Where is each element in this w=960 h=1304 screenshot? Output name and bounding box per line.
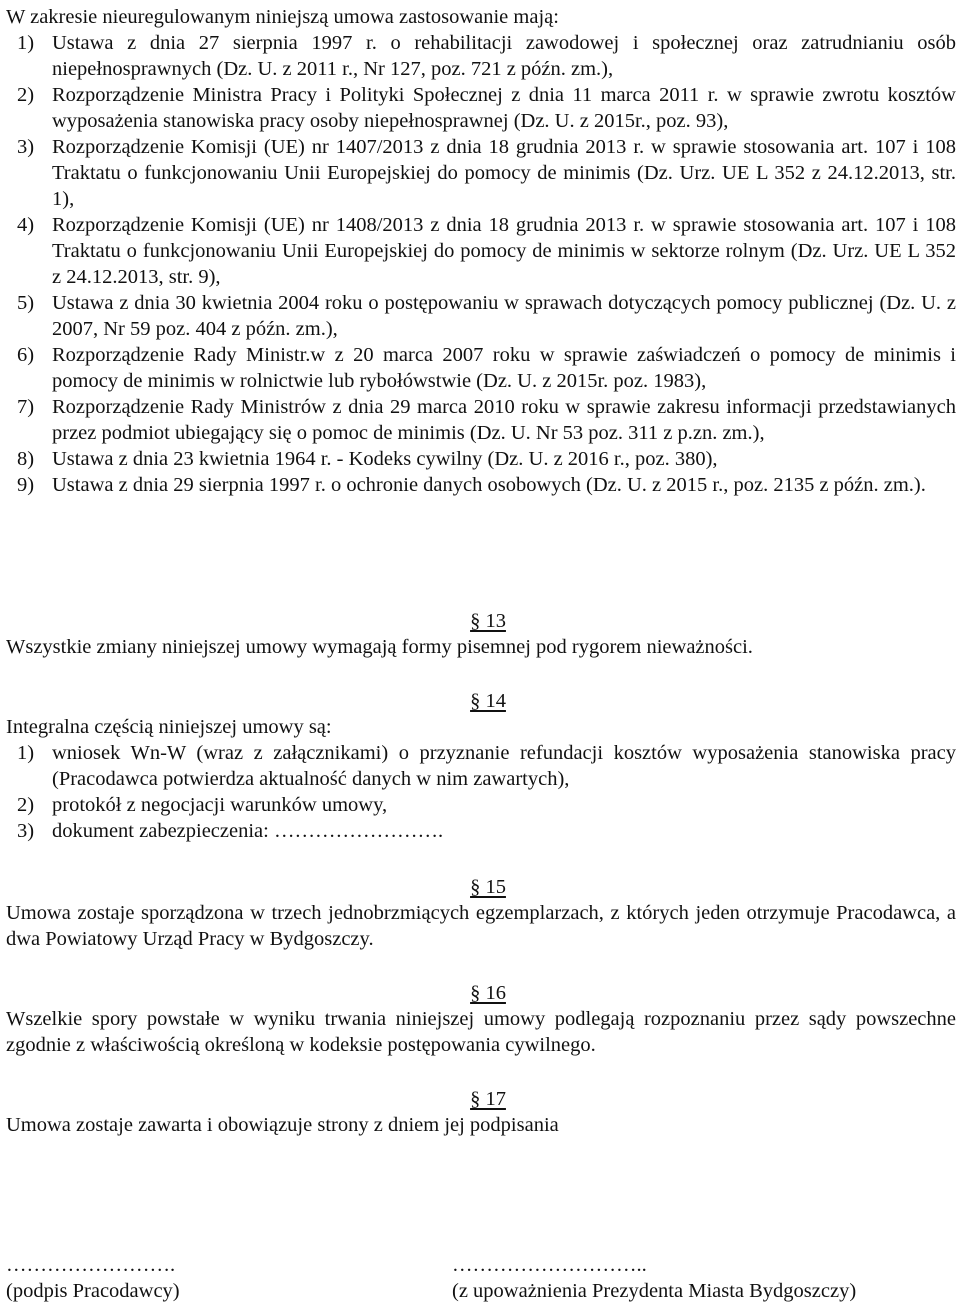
list-item [6, 472, 956, 498]
list-item-number: 7) [17, 396, 35, 418]
list-item-text: Rozporządzenie Komisji (UE) nr 1407/2013 z dnia 18 grudnia 2013 r. w sprawie stosowania art. 107 i 108 Traktatu o funkcjonowaniu Unii Europejskiej do pomocy de minimis (Dz. Urz. UE L 352 z 24.12.2013, str. 1), [52, 136, 956, 210]
section-text: Umowa zostaje zawarta i obowiązuje strony z dniem jej podpisania [6, 1114, 559, 1136]
list-item-number: 2) [17, 794, 35, 816]
signature-label: (podpis Pracodawcy) [6, 1280, 180, 1302]
list-item [6, 82, 956, 134]
list-item-text: Ustawa z dnia 27 sierpnia 1997 r. o rehabilitacji zawodowej i społecznej oraz zatrudnianiu osób niepełnosprawnych (Dz. U. z 2011 r., Nr 127, poz. 721 z późn. zm.), [52, 32, 956, 80]
list-item [6, 394, 956, 446]
list-item [0, 740, 956, 792]
section-13 [0, 608, 960, 660]
list-item-number: 4) [17, 214, 35, 236]
signature-label: (z upoważnienia Prezydenta Miasta Bydgoszczy) [452, 1280, 857, 1302]
list-item-text: protokół z negocjacji warunków umowy, [52, 794, 388, 816]
list-item [6, 212, 956, 290]
section-heading: § 16 [470, 982, 506, 1004]
list-item-text: Ustawa z dnia 29 sierpnia 1997 r. o ochronie danych osobowych (Dz. U. z 2015 r., poz. 2135 z późn. zm.). [52, 474, 926, 496]
list-item [6, 290, 956, 342]
section-text: Umowa zostaje sporządzona w trzech jednobrzmiących egzemplarzach, z których jeden otrzymuje Pracodawca, a dwa Powiatowy Urząd Pracy w Bydgoszczy. [6, 902, 956, 950]
list-item-number: 9) [17, 474, 35, 496]
list-item-text: Rozporządzenie Komisji (UE) nr 1408/2013 z dnia 18 grudnia 2013 r. w sprawie stosowania art. 107 i 108 Traktatu o funkcjonowaniu Unii Europejskiej do pomocy de minimis w sektorze rolnym (Dz. Urz. UE L 352 z 24.12.2013, str. 9), [52, 214, 956, 288]
section-heading: § 13 [470, 610, 506, 632]
section-17 [0, 1086, 960, 1138]
signature-line: ……………………….. [452, 1254, 647, 1276]
signature-employer [6, 1252, 180, 1304]
section-14 [0, 688, 960, 844]
list-item [6, 342, 956, 394]
list-item-number: 3) [17, 820, 35, 842]
list-item-text: wniosek Wn-W (wraz z załącznikami) o przyznanie refundacji kosztów wyposażenia stanowiska pracy (Pracodawca potwierdza aktualność danych w nim zawartych), [52, 742, 956, 790]
list-item-text: Rozporządzenie Ministra Pracy i Polityki Społecznej z dnia 11 marca 2011 r. w sprawie zwrotu kosztów wyposażenia stanowiska pracy osoby niepełnosprawnej (Dz. U. z 2015r., poz. 93), [52, 84, 956, 132]
section-text: Wszelkie spory powstałe w wyniku trwania niniejszej umowy podlegają rozpoznaniu przez sądy powszechne zgodnie z właściwością określoną w kodeksie postępowania cywilnego. [6, 1008, 956, 1056]
list-item-text: Ustawa z dnia 30 kwietnia 2004 roku o postępowaniu w sprawach dotyczących pomocy publicznej (Dz. U. z 2007, Nr 59 poz. 404 z późn. zm.), [52, 292, 956, 340]
list-item-number: 2) [17, 84, 35, 106]
laws-intro: W zakresie nieuregulowanym niniejszą umowa zastosowanie mają: [6, 6, 559, 28]
list-item [6, 134, 956, 212]
list-item-number: 8) [17, 448, 35, 470]
signature-line: ……………………. [6, 1254, 176, 1276]
signature-city [452, 1252, 856, 1304]
laws-list [6, 30, 956, 498]
list-item-number: 6) [17, 344, 35, 366]
section-15 [0, 874, 960, 952]
list-item [6, 30, 956, 82]
list-item-text: dokument zabezpieczenia: ……………………. [52, 820, 444, 842]
section-heading: § 15 [470, 876, 506, 898]
section-heading: § 14 [470, 690, 506, 712]
list-item [0, 818, 956, 844]
list-item-number: 1) [17, 742, 35, 764]
list-item [6, 446, 956, 472]
list-item-text: Ustawa z dnia 23 kwietnia 1964 r. - Kodeks cywilny (Dz. U. z 2016 r., poz. 380), [52, 448, 718, 470]
list-item-number: 5) [17, 292, 35, 314]
section-heading: § 17 [470, 1088, 506, 1110]
section-intro: Integralna częścią niniejszej umowy są: [6, 716, 332, 738]
section-16 [0, 980, 960, 1058]
list-item [0, 792, 956, 818]
list-item-text: Rozporządzenie Rady Ministrów z dnia 29 marca 2010 roku w sprawie zakresu informacji przedstawianych przez podmiot ubiegający się o pomoc de minimis (Dz. U. Nr 53 poz. 311 z p.zn. zm.), [52, 396, 956, 444]
list-item-number: 3) [17, 136, 35, 158]
list-item-text: Rozporządzenie Rady Ministr.w z 20 marca 2007 roku w sprawie zaświadczeń o pomocy de minimis i pomocy de minimis w rolnictwie lub rybołówstwie (Dz. U. z 2015r. poz. 1983), [52, 344, 956, 392]
section-text: Wszystkie zmiany niniejszej umowy wymagają formy pisemnej pod rygorem nieważności. [6, 636, 753, 658]
list-item-number: 1) [17, 32, 35, 54]
